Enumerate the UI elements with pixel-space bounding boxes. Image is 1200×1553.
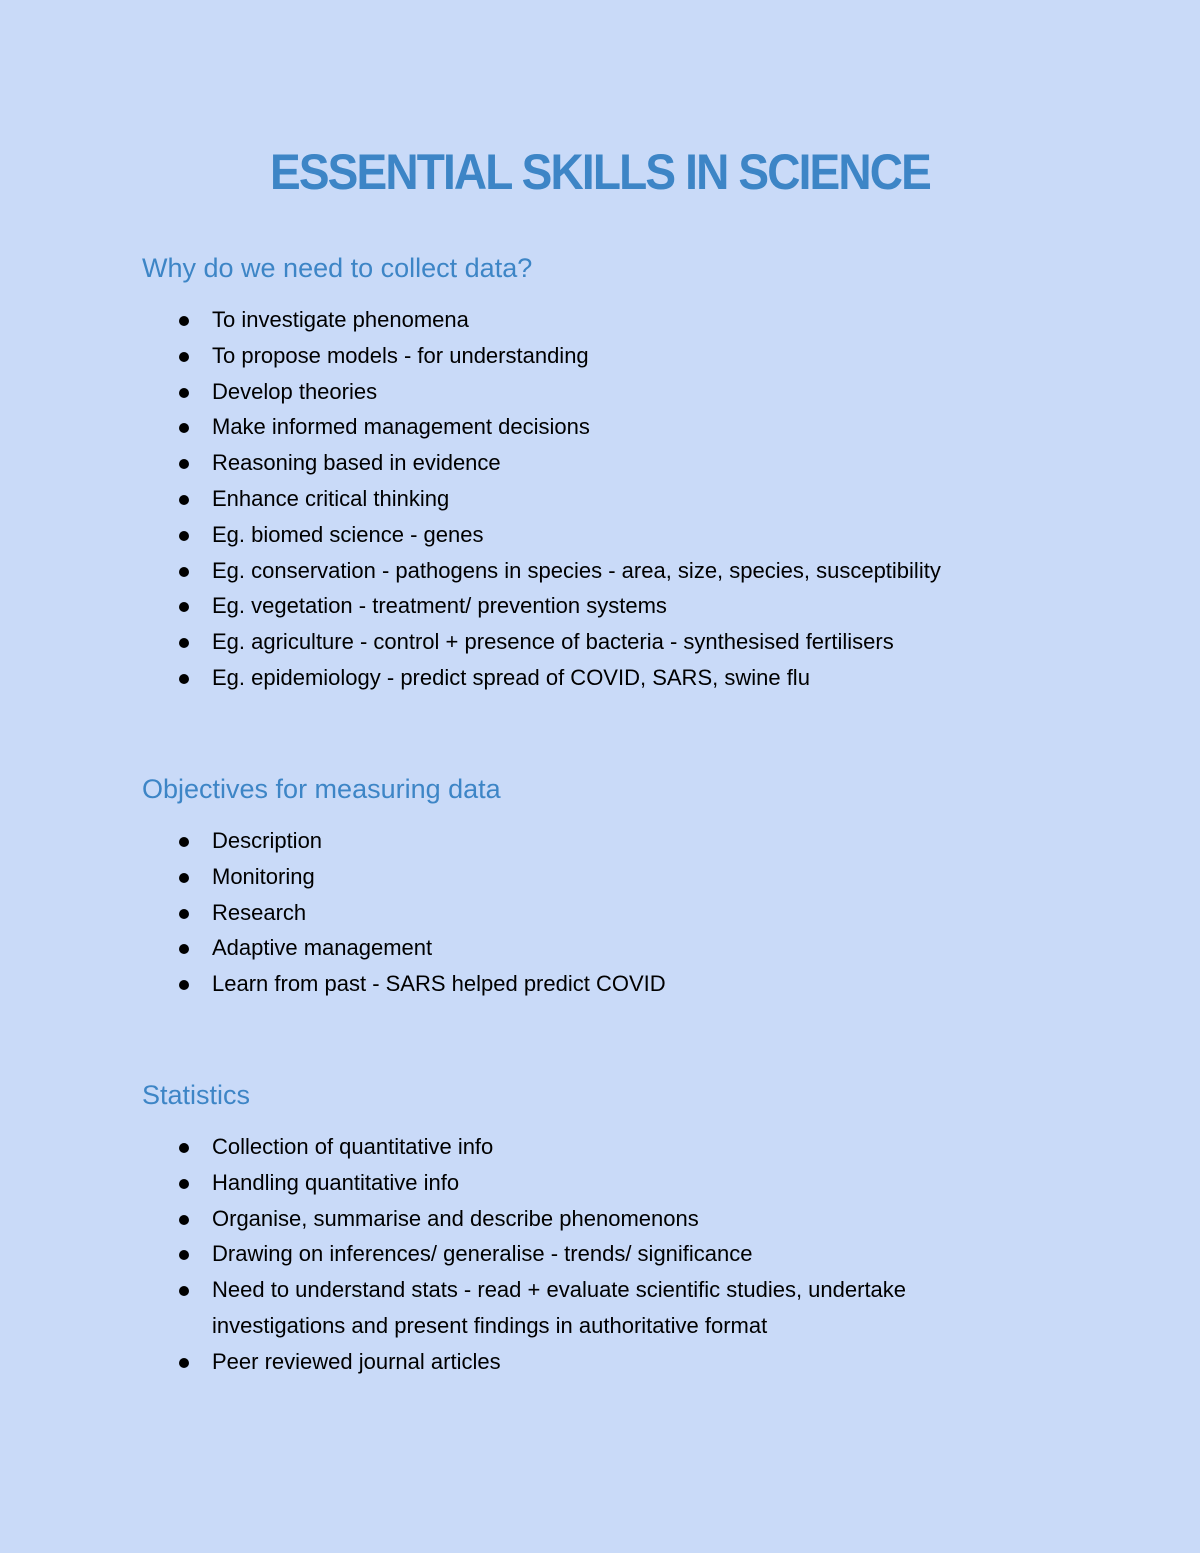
bullet-dot-icon xyxy=(179,531,189,541)
bullet-dot-icon xyxy=(179,638,189,648)
section-heading: Statistics xyxy=(142,1080,251,1110)
list-item: Enhance critical thinking xyxy=(0,481,1200,517)
list-item: Reasoning based in evidence xyxy=(0,445,1200,481)
bullet-dot-icon xyxy=(179,495,189,505)
list-item: Monitoring xyxy=(0,859,1200,895)
list-item: Collection of quantitative info xyxy=(0,1129,1200,1165)
document-title: ESSENTIAL SKILLS IN SCIENCE xyxy=(269,144,931,200)
bullet-dot-icon xyxy=(179,980,189,990)
list-item: Need to understand stats - read + evaluate scientific studies, undertake investigations and present findings in authoritative format xyxy=(0,1272,1200,1344)
bullet-dot-icon xyxy=(179,388,189,398)
list-item: Eg. epidemiology - predict spread of COVID, SARS, swine flu xyxy=(0,660,1200,696)
list-item: To propose models - for understanding xyxy=(0,338,1200,374)
bullet-dot-icon xyxy=(179,944,189,954)
bullet-dot-icon xyxy=(179,316,189,326)
bullet-dot-icon xyxy=(179,873,189,883)
bullet-list xyxy=(0,1129,1200,1380)
bullet-dot-icon xyxy=(179,1286,189,1296)
bullet-dot-icon xyxy=(179,459,189,469)
bullet-dot-icon xyxy=(179,352,189,362)
list-item: To investigate phenomena xyxy=(0,302,1200,338)
bullet-list xyxy=(0,823,1200,1002)
bullet-dot-icon xyxy=(179,1358,189,1368)
bullet-dot-icon xyxy=(179,1215,189,1225)
list-item: Eg. biomed science - genes xyxy=(0,517,1200,553)
list-item: Eg. agriculture - control + presence of bacteria - synthesised fertilisers xyxy=(0,624,1200,660)
bullet-dot-icon xyxy=(179,837,189,847)
bullet-dot-icon xyxy=(179,602,189,612)
bullet-dot-icon xyxy=(179,423,189,433)
list-item: Handling quantitative info xyxy=(0,1165,1200,1201)
bullet-dot-icon xyxy=(179,1250,189,1260)
bullet-dot-icon xyxy=(179,1179,189,1189)
list-item: Peer reviewed journal articles xyxy=(0,1344,1200,1380)
bullet-list xyxy=(0,302,1200,696)
bullet-dot-icon xyxy=(179,1143,189,1153)
list-item: Adaptive management xyxy=(0,930,1200,966)
list-item: Organise, summarise and describe phenomenons xyxy=(0,1201,1200,1237)
list-item: Research xyxy=(0,895,1200,931)
list-item: Drawing on inferences/ generalise - trends/ significance xyxy=(0,1236,1200,1272)
list-item: Learn from past - SARS helped predict COVID xyxy=(0,966,1200,1002)
section-heading: Why do we need to collect data? xyxy=(142,253,533,283)
list-item: Make informed management decisions xyxy=(0,409,1200,445)
bullet-dot-icon xyxy=(179,674,189,684)
bullet-dot-icon xyxy=(179,567,189,577)
list-item: Description xyxy=(0,823,1200,859)
list-item: Develop theories xyxy=(0,374,1200,410)
section-heading: Objectives for measuring data xyxy=(142,774,501,804)
list-item: Eg. conservation - pathogens in species - area, size, species, susceptibility xyxy=(0,553,1200,589)
list-item: Eg. vegetation - treatment/ prevention systems xyxy=(0,588,1200,624)
bullet-dot-icon xyxy=(179,909,189,919)
